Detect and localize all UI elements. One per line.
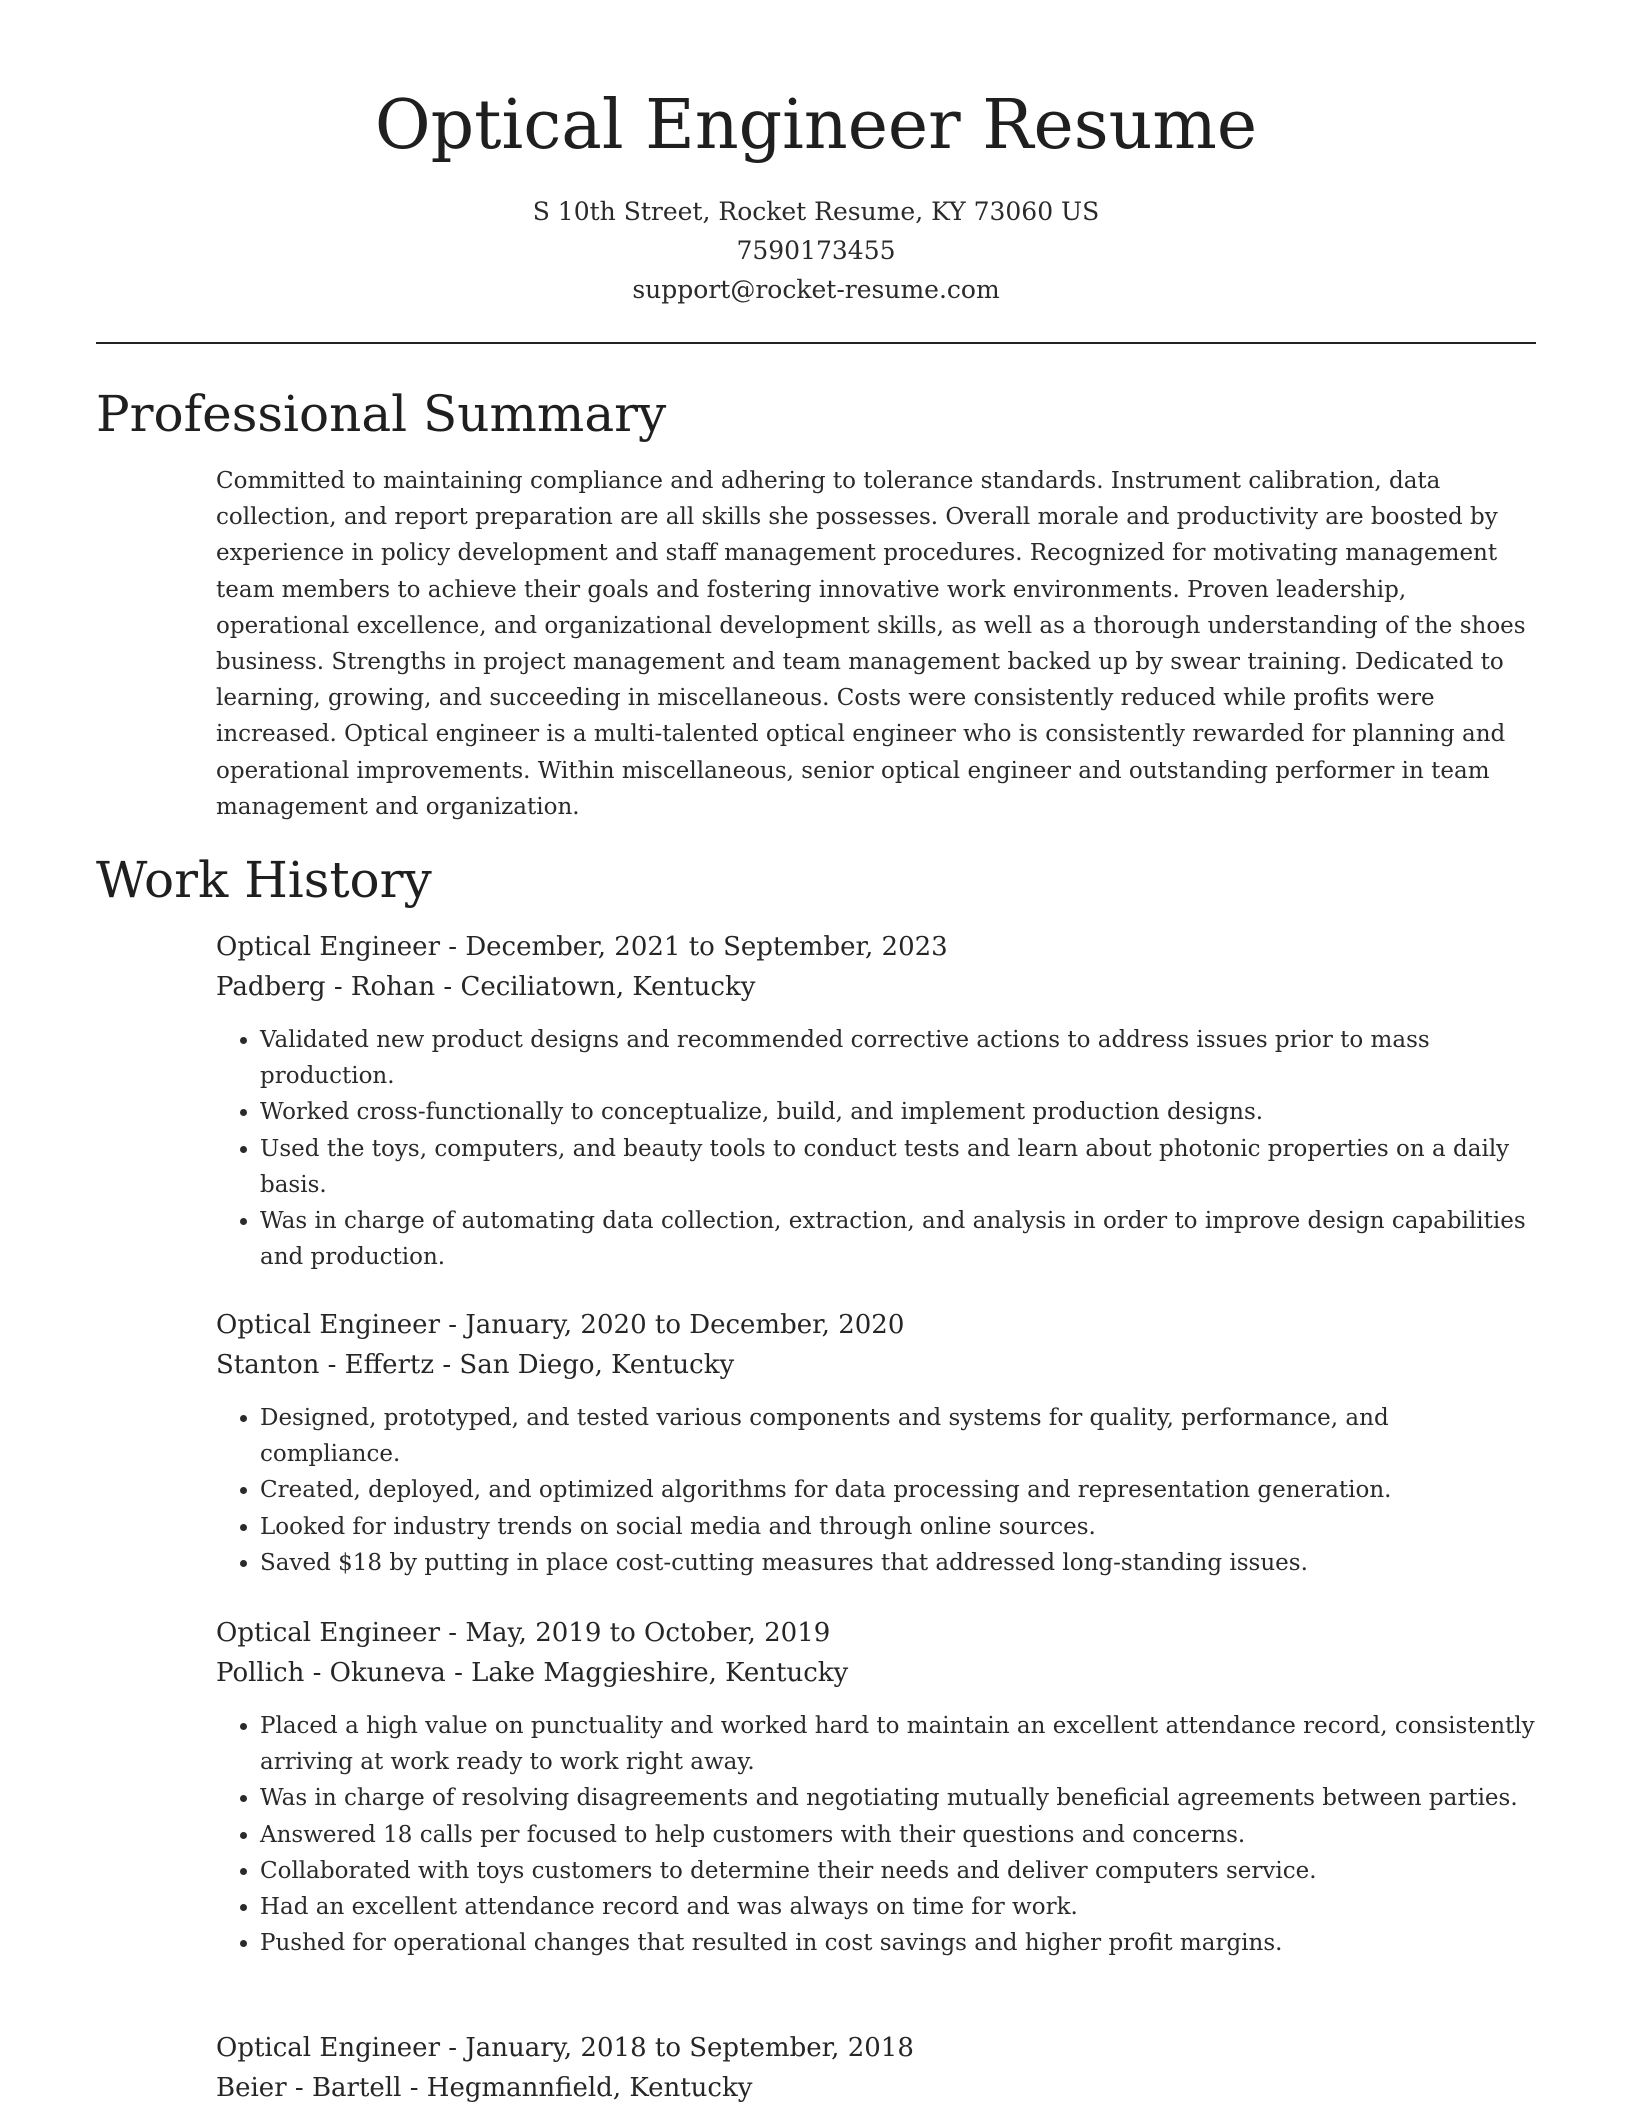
contact-block <box>0 192 1632 309</box>
contact-email: support@rocket-resume.com <box>632 275 1000 304</box>
job-title: Optical Engineer <box>216 1310 440 1340</box>
job-entry <box>216 1614 1536 1961</box>
job-dates: January, 2020 to December, 2020 <box>465 1310 905 1340</box>
job-title: Optical Engineer <box>216 1618 440 1648</box>
job-title-line: Optical Engineer - January, 2020 to December, 2020 <box>216 1310 905 1340</box>
job-bullet: • Validated new product designs and recommended corrective actions to address issues prior to mass production. <box>260 1022 1536 1094</box>
job-employer: Pollich - Okuneva <box>216 1658 446 1688</box>
job-title-line: Optical Engineer - January, 2018 to September, 2018 <box>216 2033 914 2063</box>
job-dates: January, 2018 to September, 2018 <box>465 2033 914 2063</box>
contact-phone: 7590173455 <box>736 236 896 265</box>
job-bullet-list <box>216 1708 1536 1961</box>
job-location: San Diego, Kentucky <box>459 1350 735 1380</box>
job-employer: Padberg - Rohan <box>216 972 436 1002</box>
job-bullet: • Was in charge of resolving disagreements and negotiating mutually beneficial agreements between parties. <box>260 1780 1536 1816</box>
job-bullet-list <box>216 1400 1536 1581</box>
job-bullet: • Placed a high value on punctuality and worked hard to maintain an excellent attendance record, consistently arriving at work ready to work right away. <box>260 1708 1536 1780</box>
job-dates: December, 2021 to September, 2023 <box>465 932 948 962</box>
job-bullet: • Was in charge of automating data collection, extraction, and analysis in order to improve design capabilities and production. <box>260 1203 1536 1275</box>
job-employer-line: Padberg - Rohan - Ceciliatown, Kentucky <box>216 972 756 1002</box>
job-entry <box>216 2029 1536 2108</box>
job-location: Hegmannfield, Kentucky <box>426 2073 753 2103</box>
job-bullet: • Used the toys, computers, and beauty tools to conduct tests and learn about photonic properties on a daily basis. <box>260 1131 1536 1203</box>
job-bullet: • Worked cross-functionally to conceptualize, build, and implement production designs. <box>260 1094 1536 1130</box>
job-employer: Stanton - Effertz <box>216 1350 435 1380</box>
job-location: Ceciliatown, Kentucky <box>460 972 756 1002</box>
job-bullet: • Looked for industry trends on social media and through online sources. <box>260 1509 1536 1545</box>
job-title-line: Optical Engineer - December, 2021 to September, 2023 <box>216 932 948 962</box>
job-employer-line: Stanton - Effertz - San Diego, Kentucky <box>216 1350 735 1380</box>
job-employer-line: Pollich - Okuneva - Lake Maggieshire, Kentucky <box>216 1658 849 1688</box>
job-bullet: • Answered 18 calls per focused to help customers with their questions and concerns. <box>260 1817 1536 1853</box>
job-location: Lake Maggieshire, Kentucky <box>471 1658 849 1688</box>
job-employer-line: Beier - Bartell - Hegmannfield, Kentucky <box>216 2073 753 2103</box>
job-bullet-list <box>216 1022 1536 1275</box>
job-entry <box>216 1306 1536 1581</box>
job-title: Optical Engineer <box>216 932 440 962</box>
resume-title: Optical Engineer Resume <box>374 86 1258 165</box>
job-dates: May, 2019 to October, 2019 <box>465 1618 831 1648</box>
job-title-line: Optical Engineer - May, 2019 to October, 2019 <box>216 1618 831 1648</box>
job-entry <box>216 928 1536 1275</box>
job-bullet: • Pushed for operational changes that resulted in cost savings and higher profit margins. <box>260 1925 1536 1961</box>
job-bullet: • Had an excellent attendance record and was always on time for work. <box>260 1889 1536 1925</box>
summary-text: Committed to maintaining compliance and adhering to tolerance standards. Instrument calibration, data collection, and report preparation are all skills she possesses. Overall morale and productivity are boosted by experience in policy development and staff management procedures. Recognized for motivating management team members to achieve their goals and fostering innovative work environments. Proven leadership, operational excellence, and organizational development skills, as well as a thorough understanding of the shoes business. Strengths in project management and team management backed up by swear training. Dedicated to learning, growing, and succeeding in miscellaneous. Costs were consistently reduced while profits were increased. Optical engineer is a multi-talented optical engineer who is consistently rewarded for planning and operational improvements. Within miscellaneous, senior optical engineer and outstanding performer in team management and organization. <box>216 468 1526 820</box>
job-bullet: • Saved $18 by putting in place cost-cutting measures that addressed long-standing issues. <box>260 1545 1536 1581</box>
job-employer: Beier - Bartell <box>216 2073 402 2103</box>
job-title: Optical Engineer <box>216 2033 440 2063</box>
job-bullet: • Designed, prototyped, and tested various components and systems for quality, performance, and compliance. <box>260 1400 1536 1472</box>
job-bullet: • Created, deployed, and optimized algorithms for data processing and representation generation. <box>260 1472 1536 1508</box>
job-bullet: • Collaborated with toys customers to determine their needs and deliver computers service. <box>260 1853 1536 1889</box>
section-heading-summary: Professional Summary <box>96 385 667 443</box>
contact-address: S 10th Street, Rocket Resume, KY 73060 US <box>532 197 1100 226</box>
section-heading-work-history: Work History <box>96 851 432 909</box>
header-divider <box>96 342 1536 344</box>
